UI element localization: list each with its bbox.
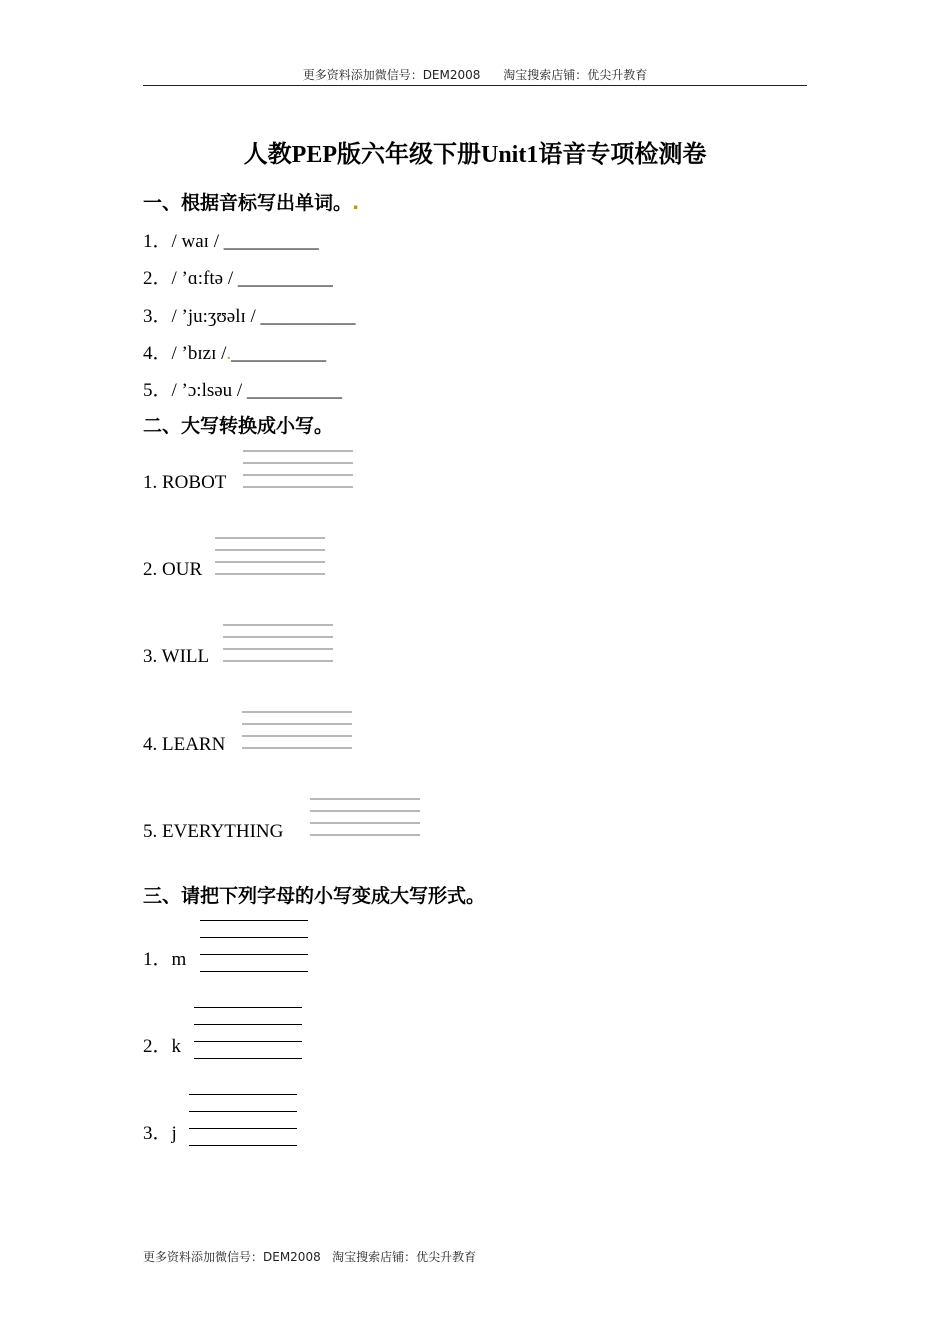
phonetic-item-1: 1．/ waɪ / __________	[143, 231, 319, 252]
lowercase-letter-1: 1．m	[143, 949, 187, 970]
uppercase-word-4: 4. LEARN	[143, 734, 226, 755]
document-title: 人教PEP版六年级下册Unit1语音专项检测卷	[243, 142, 707, 168]
phonetic-item-3: 3．/ ’ju:ʒʊəlɪ / __________	[143, 306, 356, 327]
section1-heading: 一、根据音标写出单词。.	[143, 192, 360, 214]
uppercase-word-3: 3. WILL	[143, 646, 210, 667]
section2-heading: 二、大写转换成小写。	[143, 415, 334, 437]
phonetic-item-4: 4．/ ’bɪzɪ /.__________	[143, 343, 327, 364]
phonetic-item-2: 2．/ ’ɑ:ftə / __________	[143, 268, 333, 289]
section1-mark: .	[352, 192, 360, 214]
header-divider	[143, 85, 807, 86]
uppercase-word-5: 5. EVERYTHING	[143, 821, 284, 842]
page-footer: 更多资料添加微信号：DEM2008 淘宝搜索店铺：优尖升教育	[143, 1250, 477, 1264]
page-header: 更多资料添加微信号：DEM2008 淘宝搜索店铺：优尖升教育	[302, 68, 648, 82]
lowercase-letter-2: 2．k	[143, 1036, 182, 1057]
phonetic-item-5: 5．/ ’ɔ:lsəu / __________	[143, 380, 342, 401]
uppercase-word-2: 2. OUR	[143, 559, 203, 580]
section3-heading: 三、请把下列字母的小写变成大写形式。	[143, 885, 486, 907]
lowercase-letter-3: 3．j	[143, 1123, 177, 1144]
uppercase-word-1: 1. ROBOT	[143, 472, 227, 493]
